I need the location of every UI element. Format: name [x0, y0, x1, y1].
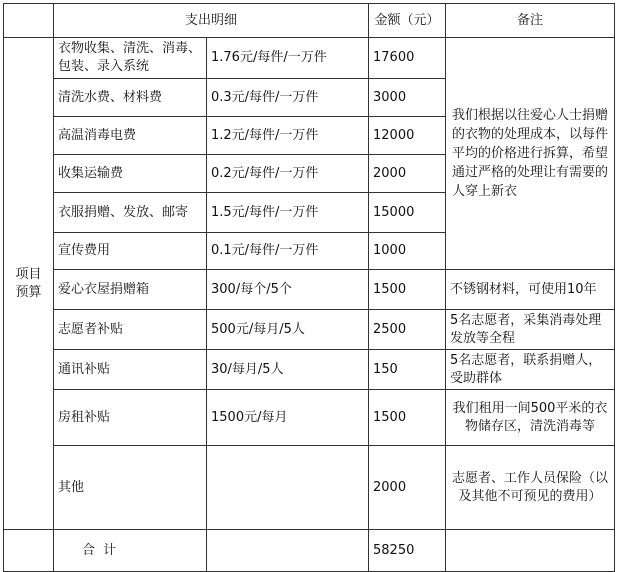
item-cell: 收集运输费 — [54, 155, 207, 193]
table-row — [4, 350, 615, 390]
amount-cell: 17600 — [369, 38, 446, 79]
note-cell: 不锈钢材料，可使用10年 — [446, 270, 615, 310]
price-cell: 30/每月/5人 — [207, 350, 369, 390]
item-cell: 衣物收集、清洗、消毒、包装、录入系统 — [54, 38, 207, 79]
table-row — [4, 38, 615, 79]
price-cell: 1.2元/每件/一万件 — [207, 117, 369, 155]
total-row — [4, 530, 615, 572]
item-cell: 清洗水费、材料费 — [54, 79, 207, 117]
item-cell: 志愿者补贴 — [54, 310, 207, 350]
amount-cell: 2500 — [369, 310, 446, 350]
item-cell: 通讯补贴 — [54, 350, 207, 390]
item-cell: 其他 — [54, 446, 207, 530]
item-cell: 爱心衣屋捐赠箱 — [54, 270, 207, 310]
amount-cell: 12000 — [369, 117, 446, 155]
amount-cell: 2000 — [369, 155, 446, 193]
item-cell: 房租补贴 — [54, 390, 207, 446]
total-blank-note — [446, 530, 615, 572]
amount-cell: 1000 — [369, 233, 446, 270]
price-cell: 0.3元/每件/一万件 — [207, 79, 369, 117]
amount-cell: 3000 — [369, 79, 446, 117]
price-cell — [207, 446, 369, 530]
total-blank-price — [207, 530, 369, 572]
table-row — [4, 390, 615, 446]
header-amount: 金额（元） — [369, 4, 446, 38]
header-detail: 支出明细 — [54, 4, 369, 38]
item-cell: 宣传费用 — [54, 233, 207, 270]
note-cell: 5名志愿者，采集消毒处理发放等全程 — [446, 310, 615, 350]
note-cell: 我们租用一间500平米的衣物储存区，清洗消毒等 — [446, 390, 615, 446]
budget-table — [3, 3, 615, 572]
price-cell: 1.76元/每件/一万件 — [207, 38, 369, 79]
price-cell: 0.1元/每件/一万件 — [207, 233, 369, 270]
note-cell: 志愿者、工作人员保险（以及其他不可预见的费用） — [446, 446, 615, 530]
price-cell: 300/每个/5个 — [207, 270, 369, 310]
table-row — [4, 310, 615, 350]
price-cell: 1500元/每月 — [207, 390, 369, 446]
shared-note: 我们根据以往爱心人士捐赠的衣物的处理成本，以每件平均的价格进行拆算，希望通过严格的处理让有需要的人穿上新衣 — [446, 38, 615, 270]
amount-cell: 2000 — [369, 446, 446, 530]
price-cell: 500元/每月/5人 — [207, 310, 369, 350]
price-cell: 0.2元/每件/一万件 — [207, 155, 369, 193]
amount-cell: 150 — [369, 350, 446, 390]
amount-cell: 15000 — [369, 193, 446, 233]
total-blank-cell — [4, 530, 54, 572]
table-row — [4, 446, 615, 530]
note-cell: 5名志愿者，联系捐赠人，受助群体 — [446, 350, 615, 390]
amount-cell: 1500 — [369, 270, 446, 310]
header-row — [4, 4, 615, 38]
item-cell: 衣服捐赠、发放、邮寄 — [54, 193, 207, 233]
total-label: 合 计 — [54, 530, 207, 572]
item-cell: 高温消毒电费 — [54, 117, 207, 155]
total-amount: 58250 — [369, 530, 446, 572]
header-note: 备注 — [446, 4, 615, 38]
section-label: 项目预算 — [4, 38, 54, 530]
amount-cell: 1500 — [369, 390, 446, 446]
table-row — [4, 270, 615, 310]
header-blank-cell — [4, 4, 54, 38]
price-cell: 1.5元/每件/一万件 — [207, 193, 369, 233]
